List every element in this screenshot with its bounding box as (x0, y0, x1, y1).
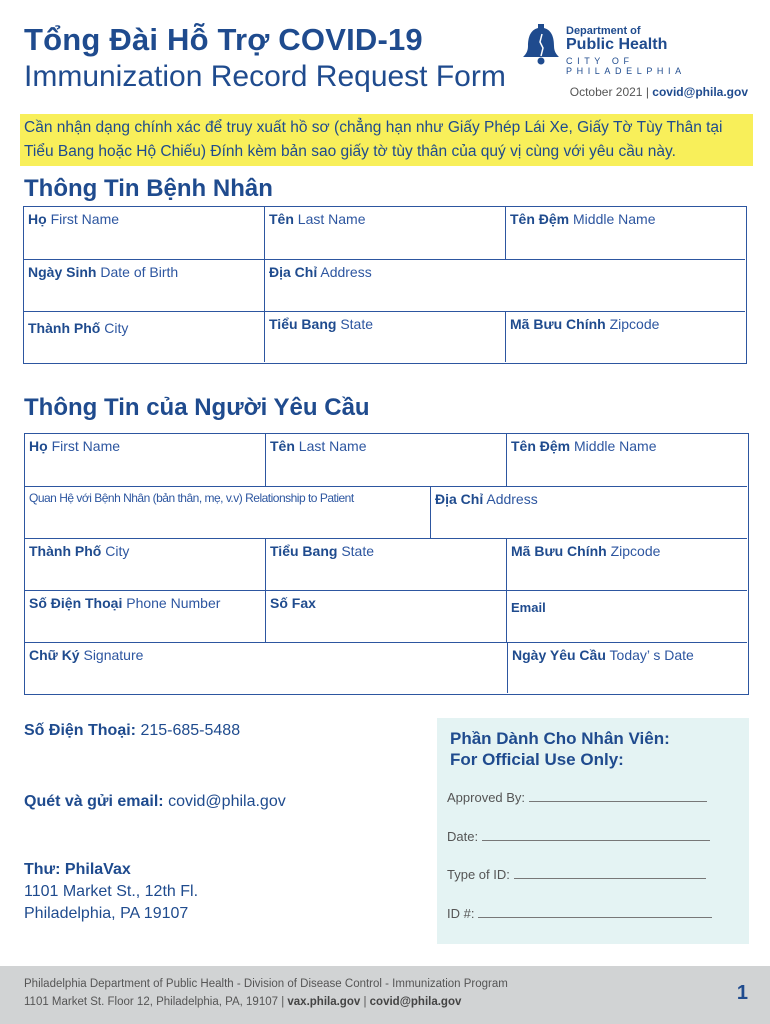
field-label-vi: Thành Phố (28, 320, 101, 336)
phone-number: 215-685-5488 (140, 722, 241, 739)
mail-label: Thư: (24, 861, 61, 878)
type-of-id-label: Type of ID: (447, 867, 510, 882)
field-label-vi: Họ (28, 211, 47, 227)
requester-phone-field[interactable] (25, 591, 266, 643)
field-label-vi: Tên (270, 438, 295, 454)
patient-dob-field[interactable] (24, 260, 265, 312)
mail-address-line1: 1101 Market St., 12th Fl. (24, 883, 199, 900)
patient-info-grid (23, 206, 747, 364)
requester-email-field[interactable] (507, 591, 747, 643)
footer-separator: | (363, 996, 367, 1008)
phone-contact (24, 722, 240, 740)
date-line (570, 85, 748, 99)
email-label: Quét và gửi email: (24, 793, 164, 810)
logo-public-health-text: Public Health (566, 36, 668, 53)
field-label-vi: Tên Đệm (511, 438, 571, 454)
field-label-en: Last Name (298, 438, 367, 454)
requester-first-name-field[interactable] (25, 434, 266, 487)
patient-state-field[interactable] (265, 312, 506, 362)
field-label: Quan Hệ với Bệnh Nhân (bản thân, mẹ, v.v) Relationship to Patient (29, 491, 354, 505)
page-number: 1 (736, 982, 748, 1004)
official-date-label: Date: (447, 829, 479, 844)
field-label-en: First Name (50, 211, 120, 227)
footer-address: 1101 Market St. Floor 12, Philadelphia, PA, 19107 | (24, 996, 285, 1008)
field-label-en: First Name (51, 438, 121, 454)
requester-last-name-field[interactable] (266, 434, 507, 487)
footer-email-link[interactable]: covid@phila.gov (369, 996, 462, 1008)
field-label-en: Signature (83, 647, 144, 663)
field-label-en: Middle Name (574, 438, 657, 454)
requester-zipcode-field[interactable] (507, 539, 747, 591)
field-label-en: State (341, 543, 375, 559)
header-email: covid@phila.gov (652, 85, 748, 99)
footer-website-link[interactable]: vax.phila.gov (287, 996, 361, 1008)
field-label-en: Phone Number (126, 595, 221, 611)
signature-field[interactable] (25, 643, 507, 693)
requester-address-field[interactable] (431, 487, 747, 539)
requester-section-heading: Thông Tin của Người Yêu Cầu (24, 394, 370, 421)
field-label-en: City (105, 543, 130, 559)
field-label-vi: Mã Bưu Chính (511, 543, 607, 559)
page-footer (0, 966, 770, 1024)
todays-date-field[interactable] (507, 643, 747, 693)
footer-department-line: Philadelphia Department of Public Health - Division of Disease Control - Immunization Program (24, 978, 508, 990)
id-number-field (447, 906, 717, 921)
patient-last-name-field[interactable] (265, 207, 506, 260)
patient-zipcode-field[interactable] (506, 312, 745, 362)
email-contact (24, 793, 286, 811)
patient-middle-name-field[interactable] (506, 207, 745, 260)
field-label-en: Address (320, 264, 372, 280)
logo-city-text: CITY OF PHILADELPHIA (566, 56, 686, 76)
form-date: October 2021 | (569, 85, 649, 99)
email-address: covid@phila.gov (168, 793, 286, 810)
field-label-vi: Địa Chỉ (269, 264, 318, 280)
field-label-vi: Ngày Sinh (28, 264, 97, 280)
official-use-heading (450, 728, 670, 770)
field-label-vi: Số Fax (270, 595, 316, 611)
field-label-en: Address (486, 491, 538, 507)
field-label-vi: Thành Phố (29, 543, 102, 559)
mail-contact (24, 859, 198, 925)
relationship-to-patient-field[interactable] (25, 487, 431, 539)
field-label-vi: Tiểu Bang (270, 543, 338, 559)
field-label-vi: Họ (29, 438, 48, 454)
official-heading-en: For Official Use Only: (450, 750, 624, 769)
mail-address-line2: Philadelphia, PA 19107 (24, 905, 189, 922)
footer-address-line (24, 996, 461, 1008)
field-label-en: Middle Name (573, 211, 656, 227)
field-label-vi: Số Điện Thoại (29, 595, 123, 611)
field-label-en: Date of Birth (100, 264, 179, 280)
phone-label: Số Điện Thoại: (24, 722, 136, 739)
id-number-label: ID #: (447, 906, 475, 921)
patient-address-field[interactable] (265, 260, 745, 312)
requester-state-field[interactable] (266, 539, 507, 591)
field-label-en: Last Name (297, 211, 366, 227)
field-label-vi: Tiểu Bang (269, 316, 337, 332)
official-date-field (447, 829, 717, 844)
patient-section-heading: Thông Tin Bệnh Nhân (24, 175, 273, 202)
field-label-en: State (340, 316, 374, 332)
requester-city-field[interactable] (25, 539, 266, 591)
field-label-vi: Địa Chỉ (435, 491, 484, 507)
page-subtitle: Immunization Record Request Form (24, 60, 506, 93)
patient-city-field[interactable] (24, 312, 265, 362)
requester-info-grid (24, 433, 749, 695)
liberty-bell-icon (522, 22, 560, 66)
field-label-en: Today’ s Date (609, 647, 694, 663)
official-use-box (437, 718, 749, 944)
field-label-vi: Tên Đệm (510, 211, 570, 227)
type-of-id-field (447, 867, 717, 882)
field-label-en: Zipcode (610, 543, 661, 559)
field-label-en: City (104, 320, 129, 336)
field-label-vi: Tên (269, 211, 294, 227)
patient-first-name-field[interactable] (24, 207, 265, 260)
field-label-vi: Ngày Yêu Cầu (512, 647, 606, 663)
field-label-en: Zipcode (609, 316, 660, 332)
id-requirement-notice: Cần nhận dạng chính xác để truy xuất hồ sơ (chẳng hạn như Giấy Phép Lái Xe, Giấy Tờ Tùy Thân tại Tiểu Bang hoặc Hộ Chiếu) Đính kèm bản sao giấy tờ tùy thân của quý vị cùng với yêu cầu này. (20, 114, 753, 166)
requester-fax-field[interactable] (266, 591, 507, 643)
health-department-logo (522, 22, 752, 76)
logo-department-text: Department of (566, 25, 641, 37)
approved-by-label: Approved By: (447, 790, 526, 805)
official-heading-vi: Phần Dành Cho Nhân Viên: (450, 729, 670, 748)
field-label-vi: Mã Bưu Chính (510, 316, 606, 332)
requester-middle-name-field[interactable] (507, 434, 747, 487)
page-title: Tổng Đài Hỗ Trợ COVID-19 (24, 22, 423, 57)
mail-recipient: PhilaVax (64, 861, 131, 878)
field-label: Email (511, 600, 546, 615)
field-label-vi: Chữ Ký (29, 647, 80, 663)
approved-by-field (447, 790, 717, 805)
